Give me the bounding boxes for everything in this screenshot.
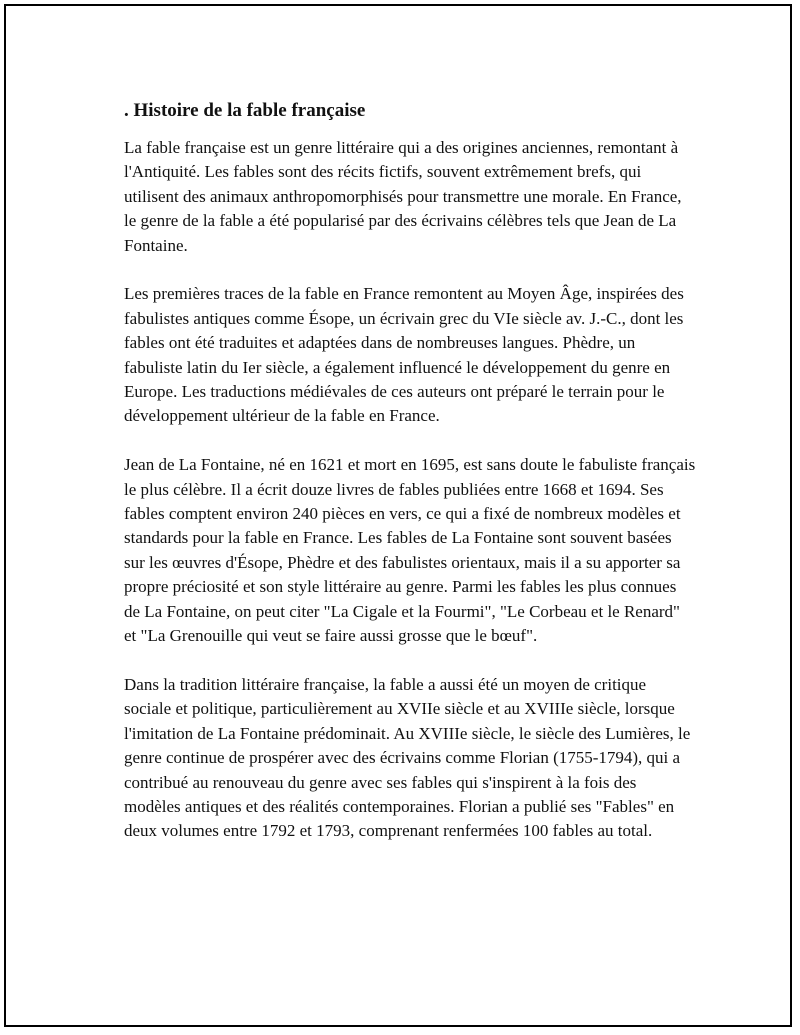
- paragraph-la-fontaine: Jean de La Fontaine, né en 1621 et mort en 1695, est sans doute le fabuliste français le plus célèbre. Il a écrit douze livres de fables publiées entre 1668 et 1694. Ses fables comptent environ 240 pièces en vers, ce qui a fixé de nombreux modèles et standards pour la fable en France. Les fables de La Fontaine sont souvent basées sur les œuvres d'Ésope, Phèdre et des fabulistes orientaux, mais il a su apporter sa propre préciosité et son style littéraire au genre. Parmi les fables les plus connues de La Fontaine, on peut citer "La Cigale et la Fourmi", "Le Corbeau et le Renard" et "La Grenouille qui veut se faire aussi grosse que le bœuf".: [124, 455, 696, 646]
- paragraph-tradition: Dans la tradition littéraire française, la fable a aussi été un moyen de critique sociale et politique, particulièrement au XVIIe siècle et au XVIIIe siècle, lorsque l'imitation de La Fontaine prédominait. Au XVIIIe siècle, le siècle des Lumières, le genre continue de prospérer avec des écrivains comme Florian (1755-1794), qui a contribué au renouveau du genre avec ses fables qui s'inspirent à la fois des modèles antiques et des réalités contemporaines. Florian a publié ses "Fables" en deux volumes entre 1792 et 1793, comprenant renfermées 100 fables au total.: [124, 674, 691, 841]
- section-title: . Histoire de la fable française: [124, 100, 366, 121]
- paragraph-origins: La fable française est un genre littéraire qui a des origines anciennes, remontant à l'Antiquité. Les fables sont des récits fictifs, souvent extrêmement brefs, qui utilisent des animaux anthropomorphisés pour transmettre une morale. En France, le genre de la fable a été popularisé par des écrivains célèbres tels que Jean de La Fontaine.: [124, 138, 682, 255]
- paragraph-middle-ages: Les premières traces de la fable en France remontent au Moyen Âge, inspirées des fabulistes antiques comme Ésope, un écrivain grec du VIe siècle av. J.-C., dont les fables ont été traduites et adaptées dans de nombreuses langues. Phèdre, un fabuliste latin du Ier siècle, a également influencé le développement du genre en Europe. Les traductions médiévales de ces auteurs ont préparé le terrain pour le développement ultérieur de la fable en France.: [124, 284, 684, 426]
- document-body: [124, 96, 696, 868]
- page-frame: [4, 4, 792, 1027]
